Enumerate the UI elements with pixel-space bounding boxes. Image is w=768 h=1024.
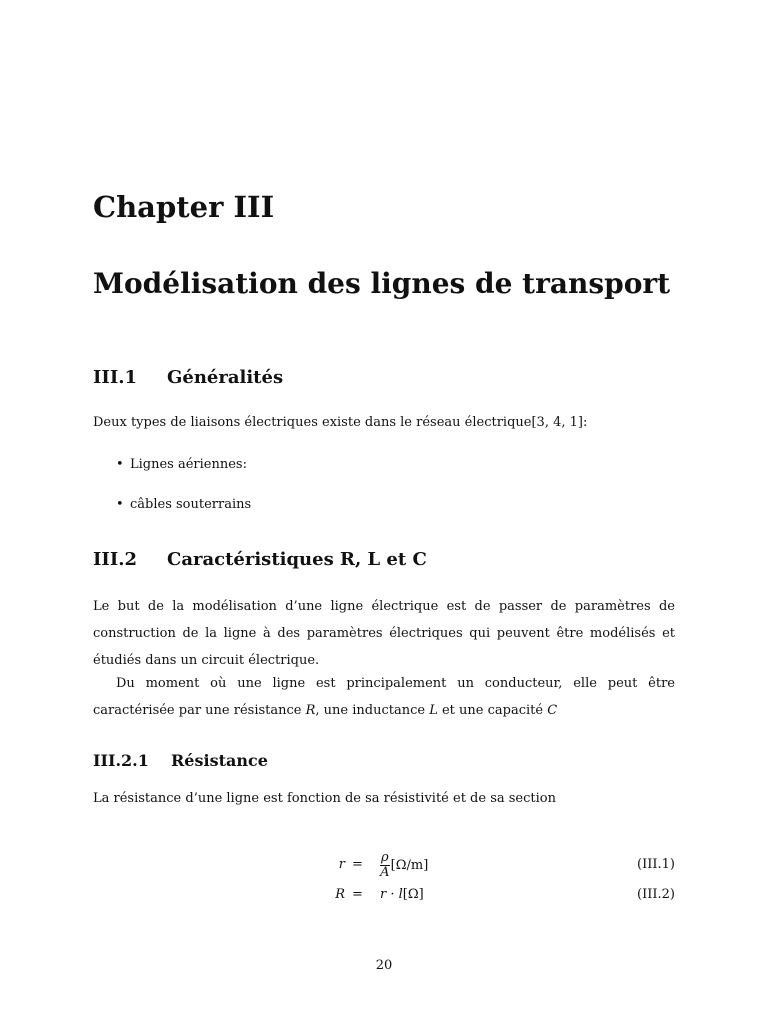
chapter-title: Modélisation des lignes de transport <box>93 267 671 300</box>
fraction-numerator: ρ <box>381 850 389 865</box>
list-item: • Lignes aériennes: <box>116 455 251 495</box>
equation-unit: [Ω] <box>402 887 424 902</box>
equation-row <box>300 851 675 881</box>
list-item: • câbles souterrains <box>116 495 251 535</box>
equation-lhs: r <box>338 857 345 872</box>
equation-unit: [Ω/m] <box>390 858 429 873</box>
paragraph-text: Du moment où une ligne est principalement un conducteur, elle peut être caractérisée par une résistance <box>93 676 675 718</box>
equation-number: (III.1) <box>637 857 675 872</box>
equation-sign: = <box>352 887 363 902</box>
bullet-list <box>116 455 251 535</box>
equation-lhs: R <box>335 887 345 902</box>
section-heading-caracteristiques <box>93 549 427 570</box>
section-intro: Deux types de liaisons électriques existe dans le réseau électrique[3, 4, 1]: <box>93 415 588 430</box>
paragraph-text: , une inductance <box>315 703 430 718</box>
equation-row <box>300 887 675 917</box>
equation-operator: · <box>386 887 399 902</box>
paragraph-text: et une capacité <box>437 703 548 718</box>
equation-var: r <box>380 887 387 902</box>
symbol-c: C <box>547 703 558 718</box>
page-number: 20 <box>375 958 393 973</box>
section-heading-generalites <box>93 367 283 388</box>
section-title: Généralités <box>167 367 284 388</box>
symbol-r: R <box>305 703 316 718</box>
paragraph <box>93 670 675 724</box>
equation-number: (III.2) <box>637 887 675 902</box>
equation-sign: = <box>352 857 363 872</box>
chapter-label: Chapter III <box>93 190 275 224</box>
section-number: III.1 <box>93 367 138 388</box>
fraction-denominator: A <box>380 865 390 880</box>
section-number: III.2 <box>93 549 138 570</box>
subsection-heading-resistance <box>93 751 268 770</box>
equation-rhs <box>380 887 424 902</box>
paragraph: Le but de la modélisation d’une ligne électrique est de passer de paramètres de construction de la ligne à des paramètres électriques qui peuvent être modélisés et étudiés dans un circuit électrique. <box>93 599 675 668</box>
fraction <box>380 851 390 880</box>
subsection-number: III.2.1 <box>93 751 149 770</box>
section-title: Caractéristiques R, L et C <box>167 549 427 570</box>
subsection-title: Résistance <box>171 751 268 770</box>
subsection-intro: La résistance d’une ligne est fonction de sa résistivité et de sa section <box>93 791 556 806</box>
symbol-l: L <box>429 703 438 718</box>
equation-var: l <box>398 887 403 902</box>
equation-rhs <box>380 851 428 880</box>
